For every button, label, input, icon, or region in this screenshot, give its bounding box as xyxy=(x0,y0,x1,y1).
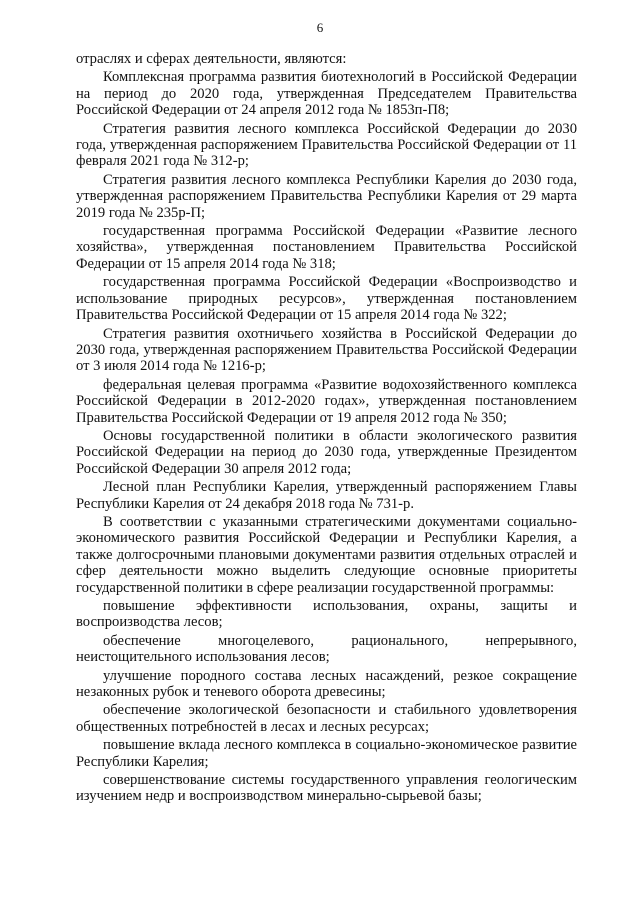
paragraph: обеспечение экологической безопасности и стабильного удовлетворения общественных потребностей в лесах и лесных ресурсах; xyxy=(76,702,577,735)
paragraph: государственная программа Российской Федерации «Развитие лесного хозяйства», утвержденная постановлением Правительства Российской Федерации от 15 апреля 2014 года № 318; xyxy=(76,223,577,272)
paragraph: Лесной план Республики Карелия, утвержденный распоряжением Главы Республики Карелия от 24 декабря 2018 года № 731-р. xyxy=(76,479,577,512)
paragraph: Комплексная программа развития биотехнологий в Российской Федерации на период до 2020 года, утвержденная Председателем Правительства Российской Федерации от 24 апреля 2012 года № 1853п-П8; xyxy=(76,69,577,119)
document-body xyxy=(76,51,577,807)
paragraph: Основы государственной политики в области экологического развития Российской Федерации на период до 2030 года, утвержденные Президентом Российской Федерации 30 апреля 2012 года; xyxy=(76,427,577,477)
paragraph: федеральная целевая программа «Развитие водохозяйственного комплекса Российской Федерации в 2012-2020 годах», утвержденная постановлением Правительства Российской Федерации от 19 апреля 2012 года № 350; xyxy=(76,376,577,426)
paragraph: Стратегия развития охотничьего хозяйства в Российской Федерации до 2030 года, утвержденная распоряжением Правительства Российской Федерации от 3 июля 2014 года № 1216-р; xyxy=(76,325,577,375)
paragraph: В соответствии с указанными стратегическими документами социально-экономического развития Российской Федерации и Республики Карелия, а также долгосрочными плановыми документами развития отдельных отраслей и сфер деятельности можно выделить следующие основные приоритеты государственной политики в сфере реализации государственной программы: xyxy=(76,513,577,596)
page-number: 6 xyxy=(316,20,324,35)
paragraph: обеспечение многоцелевого, рационального, непрерывного, неистощительного использования лесов; xyxy=(76,632,577,666)
paragraph: повышение эффективности использования, охраны, защиты и воспроизводства лесов; xyxy=(76,598,577,631)
paragraph: государственная программа Российской Федерации «Воспроизводство и использование природных ресурсов», утвержденная постановлением Правительства Российской Федерации от 15 апреля 2014 года № 322; xyxy=(76,274,577,324)
paragraph: улучшение породного состава лесных насаждений, резкое сокращение незаконных рубок и теневого оборота древесины; xyxy=(76,667,577,701)
paragraph: отраслях и сферах деятельности, являются: xyxy=(76,51,347,67)
paragraph: Стратегия развития лесного комплекса Российской Федерации до 2030 года, утвержденная распоряжением Правительства Российской Федерации от 11 февраля 2021 года № 312-р; xyxy=(76,120,577,170)
paragraph: совершенствование системы государственного управления геологическим изучением недр и воспроизводством минерально-сырьевой базы; xyxy=(76,772,577,805)
paragraph: повышение вклада лесного комплекса в социально-экономическое развитие Республики Карелия; xyxy=(76,737,577,770)
paragraph: Стратегия развития лесного комплекса Республики Карелия до 2030 года, утвержденная распоряжением Правительства Республики Карелия от 29 марта 2019 года № 235р-П; xyxy=(76,171,577,221)
